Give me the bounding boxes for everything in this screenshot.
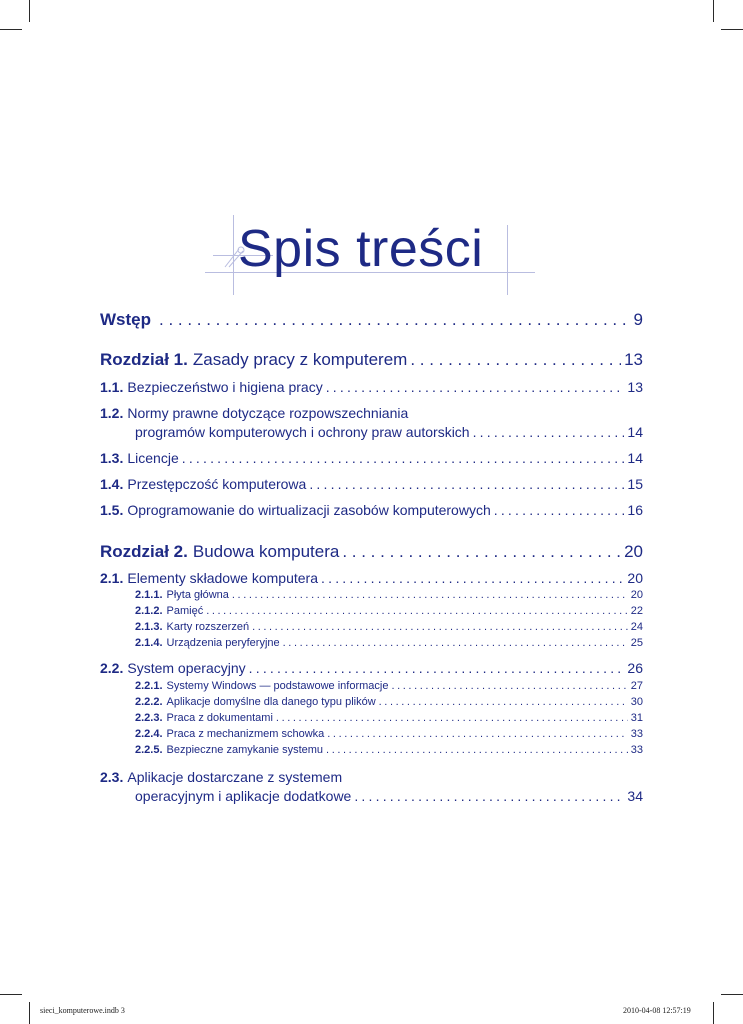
leader-dots	[232, 589, 628, 601]
subsection-number: 2.1.2.	[135, 605, 163, 617]
chapter-number: Rozdział 1.	[100, 350, 188, 369]
crop-mark	[713, 0, 714, 22]
toc-page-number: 31	[630, 712, 643, 724]
toc-page-number: 33	[630, 744, 643, 756]
page-title: Spis treści	[238, 220, 484, 278]
toc-section-2-1[interactable]	[100, 570, 643, 586]
toc-subsection-2-2-3[interactable]	[100, 712, 643, 724]
toc-subsection-2-2-4[interactable]	[100, 728, 643, 740]
toc-chapter-2[interactable]	[100, 542, 643, 562]
toc-page-number: 24	[630, 621, 643, 633]
leader-dots	[249, 660, 625, 676]
toc-page-number: 13	[624, 350, 643, 369]
subsection-number: 2.1.4.	[135, 637, 163, 649]
section-title: Przestępczość komputerowa	[127, 476, 307, 492]
leader-dots	[326, 744, 628, 756]
section-number: 1.3.	[100, 450, 124, 466]
subsection-number: 2.2.1.	[135, 680, 163, 692]
leader-dots	[327, 728, 627, 740]
toc-subsection-2-2-2[interactable]	[100, 696, 643, 708]
subsection-number: 2.2.2.	[135, 696, 163, 708]
subsection-number: 2.2.5.	[135, 744, 163, 756]
section-number: 1.5.	[100, 502, 124, 518]
subsection-number: 2.1.1.	[135, 589, 163, 601]
leader-dots	[283, 637, 628, 649]
crop-mark	[721, 994, 743, 995]
crop-mark	[0, 994, 22, 995]
toc-page-number: 14	[627, 450, 643, 466]
subsection-title: Karty rozszerzeń	[166, 621, 250, 633]
toc-page-number: 27	[630, 680, 643, 692]
subsection-title: Bezpieczne zamykanie systemu	[166, 744, 324, 756]
section-title: Licencje	[127, 450, 179, 466]
leader-dots	[354, 788, 624, 804]
section-title: System operacyjny	[127, 660, 246, 676]
toc-page-number: 13	[627, 379, 643, 395]
leader-dots	[182, 450, 625, 466]
leader-dots	[379, 696, 628, 708]
toc-entry-label: Wstęp	[100, 310, 151, 329]
crop-mark	[713, 1002, 714, 1024]
toc-page-number: 30	[630, 696, 643, 708]
crop-mark	[721, 29, 743, 30]
leader-dots	[252, 621, 628, 633]
toc-page-number: 20	[624, 542, 643, 561]
toc-subsection-2-2-5[interactable]	[100, 744, 643, 756]
leader-dots	[206, 605, 628, 617]
leader-dots	[321, 570, 624, 586]
page-title-block	[205, 215, 535, 295]
section-number: 1.4.	[100, 476, 124, 492]
crop-mark	[29, 0, 30, 22]
subsection-title: Systemy Windows — podstawowe informacje	[166, 680, 389, 692]
leader-dots	[309, 476, 624, 492]
crop-mark	[0, 29, 22, 30]
subsection-title: Aplikacje domyślne dla danego typu plików	[166, 696, 376, 708]
toc-page-number: 25	[630, 637, 643, 649]
toc-subsection-2-1-4[interactable]	[100, 637, 643, 649]
toc-page-number: 16	[627, 502, 643, 518]
toc-section-1-4[interactable]	[100, 476, 643, 492]
toc-subsection-2-2-1[interactable]	[100, 680, 643, 692]
toc-section-2-3[interactable]	[100, 769, 643, 785]
section-title-line-1: Aplikacje dostarczane z systemem	[127, 769, 343, 785]
toc-section-1-3[interactable]	[100, 450, 643, 466]
leader-dots	[326, 379, 625, 395]
crop-mark	[29, 1002, 30, 1024]
chapter-title: Budowa komputera	[192, 542, 340, 561]
toc-page-number: 26	[627, 660, 643, 676]
subsection-title: Pamięć	[166, 605, 204, 617]
section-title: Oprogramowanie do wirtualizacji zasobów komputerowych	[127, 502, 491, 518]
chapter-number: Rozdział 2.	[100, 542, 188, 561]
toc-chapter-1[interactable]	[100, 350, 643, 370]
toc-section-1-2-continued[interactable]	[100, 424, 643, 440]
toc-subsection-2-1-3[interactable]	[100, 621, 643, 633]
subsection-number: 2.2.3.	[135, 712, 163, 724]
section-title: Elementy składowe komputera	[127, 570, 319, 586]
print-slug-datetime: 2010-04-08 12:57:19	[623, 1006, 691, 1015]
leader-dots	[159, 310, 631, 330]
subsection-number: 2.1.3.	[135, 621, 163, 633]
toc-section-1-5[interactable]	[100, 502, 643, 518]
leader-dots	[494, 502, 625, 518]
section-title: Bezpieczeństwo i higiena pracy	[127, 379, 323, 395]
subsection-title: Urządzenia peryferyjne	[166, 637, 280, 649]
subsection-title: Płyta główna	[166, 589, 229, 601]
print-slug-filename: sieci_komputerowe.indb 3	[40, 1006, 125, 1015]
section-number: 1.2.	[100, 405, 124, 421]
toc-entry-wstep[interactable]	[100, 310, 643, 330]
toc-page-number: 20	[630, 589, 643, 601]
leader-dots	[276, 712, 628, 724]
toc-section-2-2[interactable]	[100, 660, 643, 676]
subsection-title: Praca z dokumentami	[166, 712, 273, 724]
toc-subsection-2-1-2[interactable]	[100, 605, 643, 617]
toc-page-number: 20	[627, 570, 643, 586]
section-number: 2.3.	[100, 769, 124, 785]
section-number: 2.1.	[100, 570, 124, 586]
subsection-number: 2.2.4.	[135, 728, 163, 740]
section-title-line-2: programów komputerowych i ochrony praw autorskich	[135, 424, 470, 440]
section-title-line-1: Normy prawne dotyczące rozpowszechniania	[127, 405, 409, 421]
toc-page-number: 15	[627, 476, 643, 492]
toc-page-number: 33	[630, 728, 643, 740]
leader-dots	[473, 424, 625, 440]
leader-dots	[391, 680, 627, 692]
subsection-title: Praca z mechanizmem schowka	[166, 728, 325, 740]
section-number: 1.1.	[100, 379, 124, 395]
toc-section-2-3-continued[interactable]	[100, 788, 643, 804]
toc-page-number: 22	[630, 605, 643, 617]
leader-dots	[342, 542, 621, 562]
toc-page-number: 14	[627, 424, 643, 440]
toc-page-number: 34	[627, 788, 643, 804]
section-title-line-2: operacyjnym i aplikacje dodatkowe	[135, 788, 352, 804]
toc-section-1-2[interactable]	[100, 405, 643, 421]
toc-page-number: 9	[633, 310, 643, 329]
section-number: 2.2.	[100, 660, 124, 676]
leader-dots	[410, 350, 621, 370]
chapter-title: Zasady pracy z komputerem	[192, 350, 408, 369]
toc-subsection-2-1-1[interactable]	[100, 589, 643, 601]
title-guide-line	[507, 225, 508, 295]
toc-section-1-1[interactable]	[100, 379, 643, 395]
